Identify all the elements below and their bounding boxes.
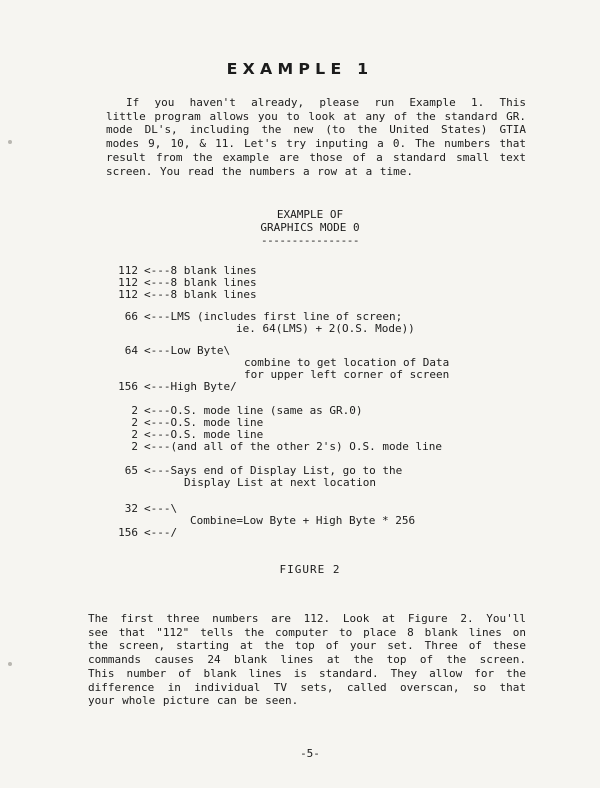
dl-value: 2 [131, 440, 138, 453]
outro-line: commands causes 24 blank lines at the top of the screen. [88, 653, 526, 667]
dl-comment: <---/ [144, 526, 178, 539]
dl-comment: <---8 blank lines [144, 288, 257, 301]
dl-comment: <---High Byte/ [144, 380, 237, 393]
figure-heading: EXAMPLE OF [276, 208, 344, 221]
outro-line: difference in individual TV sets, called overscan, so that [88, 680, 526, 694]
intro-line: screen. You read the numbers a row at a time. [106, 164, 414, 178]
dl-comment: for upper left corner of screen [244, 368, 450, 381]
dl-comment: ie. 64(LMS) + 2(O.S. Mode)) [236, 322, 415, 335]
outro-paragraph [88, 612, 526, 708]
dl-value: 2 [131, 404, 138, 417]
dl-comment: <---(and all of the other 2's) O.S. mode line [144, 440, 443, 453]
binder-hole-mark [8, 662, 12, 666]
intro-line: little program allows you to look at any of the standard GR. [106, 109, 526, 123]
dl-value: 112 [118, 264, 138, 277]
outro-line: This number of blank lines is standard. They allow for the [88, 666, 526, 680]
dl-value: 2 [131, 416, 138, 429]
outro-line: the screen, starting at the top of your set. Three of these [88, 639, 526, 653]
intro-paragraph [106, 96, 526, 178]
dl-comment: <---LMS (includes first line of screen; [144, 310, 403, 323]
dl-value: 112 [118, 288, 138, 301]
outro-line: your whole picture can be seen. [88, 694, 299, 708]
dl-value: 156 [118, 526, 138, 539]
dl-comment: Combine=Low Byte + High Byte * 256 [190, 514, 416, 527]
dl-comment: <---8 blank lines [144, 264, 257, 277]
dl-value: 156 [118, 380, 138, 393]
dl-value: 112 [118, 276, 138, 289]
intro-line: modes 9, 10, & 11. Let's try inputing a 0. The numbers that [106, 137, 526, 151]
dl-value: 66 [124, 310, 138, 323]
dl-comment: <---Says end of Display List, go to the [144, 464, 403, 477]
page-number: -5- [300, 747, 320, 760]
dl-comment: Display List at next location [184, 476, 377, 489]
intro-line: result from the example are those of a standard small text [106, 150, 526, 164]
dl-value: 32 [124, 502, 138, 515]
dl-comment: <---\ [144, 502, 178, 515]
intro-line: If you haven't already, please run Example 1. This [126, 96, 526, 109]
outro-line: The first three numbers are 112. Look at Figure 2. You'll [88, 612, 526, 625]
dl-comment: <---O.S. mode line [144, 428, 264, 441]
intro-line: mode DL's, including the new (to the United States) GTIA [106, 123, 526, 137]
figure-caption: FIGURE 2 [279, 563, 341, 576]
figure-subheading: GRAPHICS MODE 0 [260, 221, 360, 234]
dl-value: 2 [131, 428, 138, 441]
dl-comment: <---O.S. mode line (same as GR.0) [144, 404, 363, 417]
dl-comment: <---8 blank lines [144, 276, 257, 289]
dl-value: 65 [124, 464, 138, 477]
dl-comment: <---O.S. mode line [144, 416, 264, 429]
page-title: EXAMPLE 1 [226, 60, 374, 78]
outro-line: see that "112" tells the computer to place 8 blank lines on [88, 625, 526, 639]
binder-hole-mark [8, 140, 12, 144]
dl-value: 64 [124, 344, 138, 357]
dl-comment: combine to get location of Data [244, 356, 450, 369]
figure-rule: ---------------- [261, 234, 359, 247]
dl-comment: <---Low Byte\ [144, 344, 231, 357]
